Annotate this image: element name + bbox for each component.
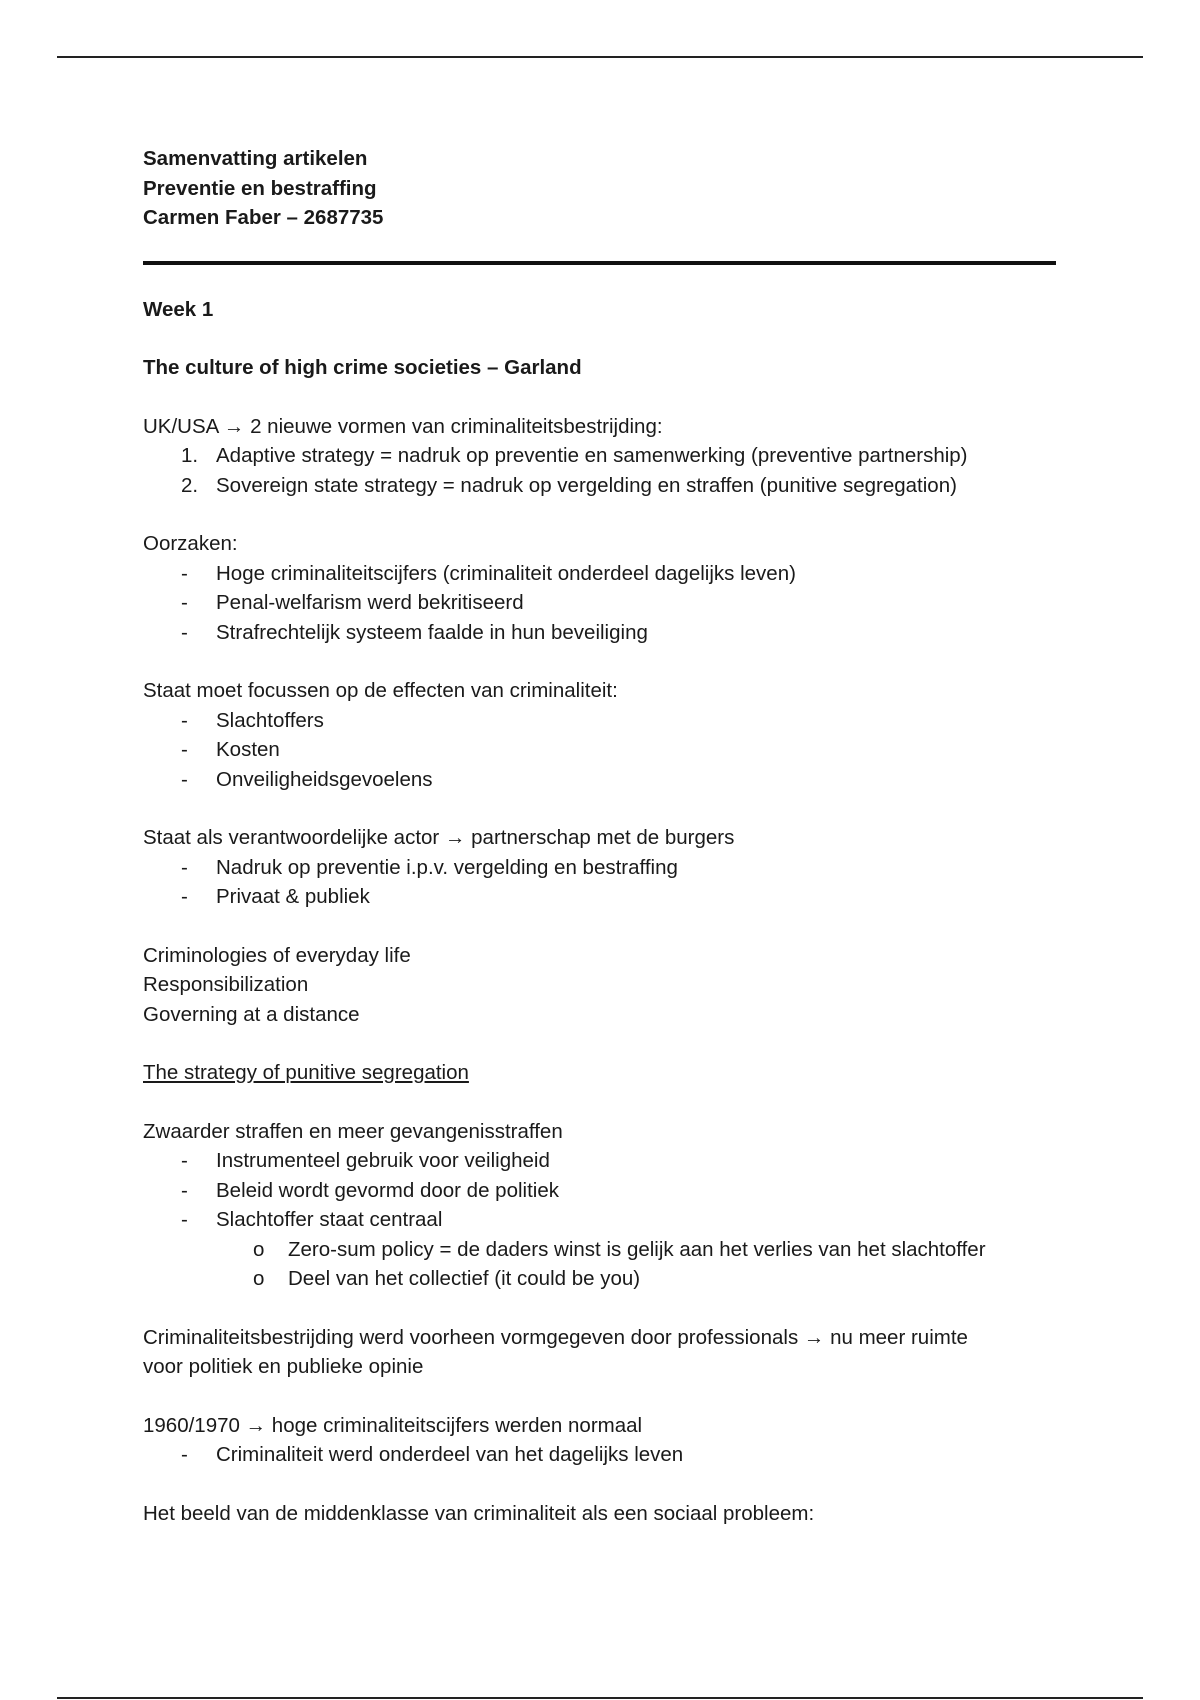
sublist-item: o Zero-sum policy = de daders winst is gelijk aan het verlies van het slachtoffer (253, 1237, 986, 1261)
list-item: - Criminaliteit werd onderdeel van het dagelijks leven (181, 1443, 684, 1466)
section-subheading: The strategy of punitive segregation (143, 1061, 469, 1084)
page-bottom-rule (57, 1697, 1143, 1699)
closing-line: Het beeld van de middenklasse van criminaliteit als een sociaal probleem: (143, 1501, 815, 1525)
week-heading: Week 1 (143, 297, 214, 321)
header-title: Samenvatting artikelen (143, 147, 368, 170)
list-item: - Nadruk op preventie i.p.v. vergelding en bestraffing (181, 855, 678, 879)
punishment-list (143, 1146, 1063, 1235)
punishment-heading: Zwaarder straffen en meer gevangenisstraffen (143, 1119, 563, 1143)
causes-heading: Oorzaken: (143, 532, 238, 555)
list-item: - Beleid wordt gevormd door de politiek (181, 1178, 559, 1202)
list-item: - Slachtoffers (181, 708, 324, 732)
victim-sublist (143, 1235, 1063, 1294)
sixties-heading: 1960/1970 → hoge criminaliteitscijfers werden normaal (143, 1413, 643, 1437)
document-body (143, 144, 1063, 1528)
header-author: Carmen Faber – 2687735 (143, 206, 384, 229)
header-course: Preventie en bestraffing (143, 176, 377, 200)
sublist-item: o Deel van het collectief (it could be you) (253, 1267, 641, 1290)
list-item: - Kosten (181, 738, 280, 761)
concept-line: Responsibilization (143, 973, 309, 996)
actor-heading: Staat als verantwoordelijke actor → partnerschap met de burgers (143, 826, 735, 849)
actor-list (143, 853, 1063, 912)
page-top-rule (57, 56, 1143, 58)
list-item: - Slachtoffer staat centraal (181, 1208, 443, 1231)
strategy-list (143, 441, 1063, 500)
list-item: - Onveiligheidsgevoelens (181, 767, 433, 791)
concept-line: Governing at a distance (143, 1002, 360, 1026)
list-item: 2. Sovereign state strategy = nadruk op vergelding en straffen (punitive segregation) (181, 473, 957, 497)
effects-list (143, 706, 1063, 795)
list-item: - Hoge criminaliteitscijfers (criminaliteit onderdeel dagelijks leven) (181, 561, 796, 585)
intro-text: UK/USA → 2 nieuwe vormen van criminaliteitsbestrijding: (143, 414, 663, 438)
document-header (143, 144, 1063, 233)
list-item: - Penal-welfarism werd bekritiseerd (181, 591, 524, 614)
header-divider (143, 261, 1056, 265)
professionals-paragraph: Criminaliteitsbestrijding werd voorheen vormgegeven door professionals → nu meer ruimte voor politiek en publieke opinie (143, 1325, 968, 1378)
concept-line: Criminologies of everyday life (143, 943, 411, 967)
concepts-block (143, 941, 1063, 1030)
sixties-list (143, 1440, 1063, 1470)
list-item: - Strafrechtelijk systeem faalde in hun beveiliging (181, 620, 648, 644)
list-item: 1. Adaptive strategy = nadruk op preventie en samenwerking (preventive partnership) (181, 444, 968, 467)
effects-heading: Staat moet focussen op de effecten van criminaliteit: (143, 679, 618, 702)
causes-list (143, 559, 1063, 648)
list-item: - Instrumenteel gebruik voor veiligheid (181, 1149, 550, 1172)
list-item: - Privaat & publiek (181, 885, 370, 908)
article-title: The culture of high crime societies – Garland (143, 356, 582, 379)
